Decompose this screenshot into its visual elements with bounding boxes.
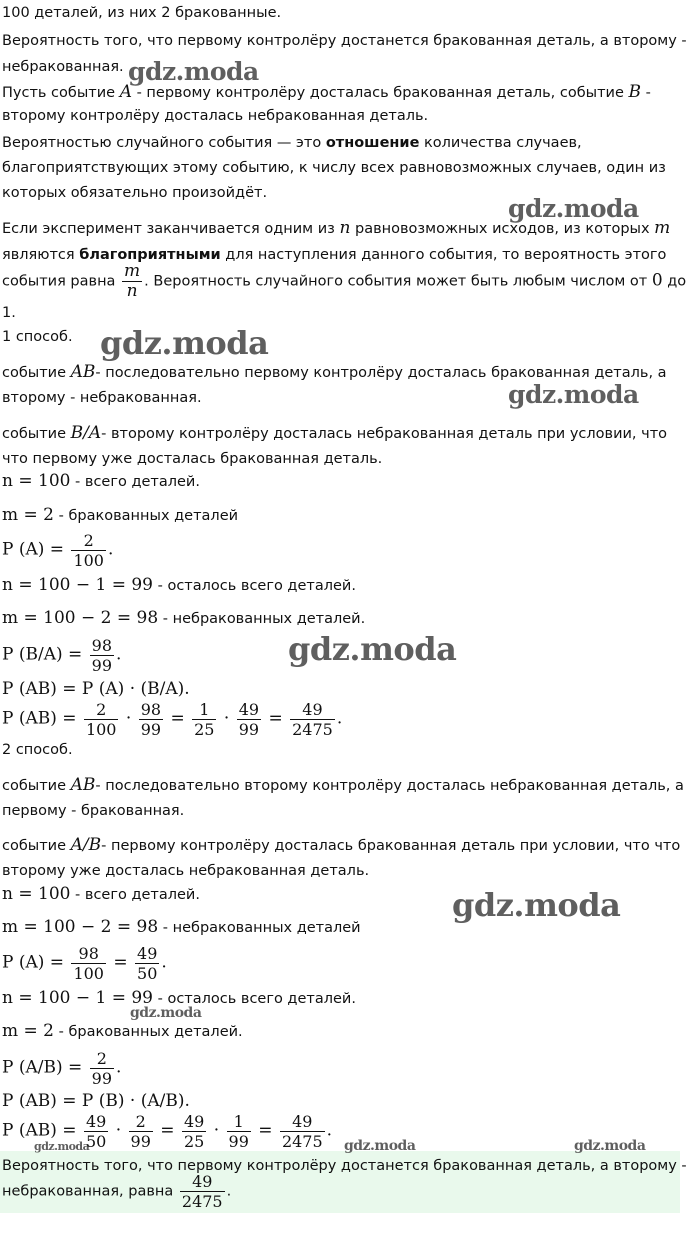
watermark: gdz.moda xyxy=(344,1138,416,1154)
formula-line: m = 100 − 2 = 98 - небракованных деталей. xyxy=(2,608,366,628)
event-definition: Пусть событие A - первому контролёру досталась бракованная деталь, событие B - xyxy=(2,82,651,102)
formula-line: n = 100 − 1 = 99 - осталось всего деталей. xyxy=(2,988,356,1008)
event-definition: второму контролёру досталась небракованная деталь. xyxy=(2,108,429,124)
definition-formula: события равна $\frac{m}{n}$ . Вероятность случайного события может быть любым числом от 0 до xyxy=(2,261,687,301)
formula-line: m = 2 - бракованных деталей xyxy=(2,505,239,525)
watermark: gdz.moda xyxy=(130,1005,202,1021)
formula-line: P (AB) = P (A) · (B/A). xyxy=(2,679,190,699)
watermark: gdz.moda xyxy=(574,1138,646,1154)
answer-text: небракованная, равна $\frac{49}{2475}$ . xyxy=(2,1172,232,1211)
definition-text: которых обязательно произойдёт. xyxy=(2,185,268,201)
watermark: gdz.moda xyxy=(288,630,457,668)
watermark: gdz.moda xyxy=(128,57,259,86)
definition-text: являются благоприятными для наступления данного события, то вероятность этого xyxy=(2,247,667,263)
watermark: gdz.moda xyxy=(34,1140,90,1153)
event-description: событие A/B- первому контролёру досталась бракованная деталь при условии, что что xyxy=(2,835,681,855)
event-description: второму - небракованная. xyxy=(2,390,202,406)
formula-line: m = 100 − 2 = 98 - небракованных деталей xyxy=(2,917,361,937)
watermark: gdz.moda xyxy=(100,324,269,362)
event-description: первому - бракованная. xyxy=(2,803,185,819)
formula-line: n = 100 − 1 = 99 - осталось всего деталей. xyxy=(2,575,356,595)
definition-text: Если эксперимент заканчивается одним из n равновозможных исходов, из которых m xyxy=(2,218,671,238)
method-title: 2 способ. xyxy=(2,742,73,758)
event-description: событие AB- последовательно второму контролёру досталась небракованная деталь, а xyxy=(2,775,684,795)
formula-line: P (AB) = $\frac{49}{50}$ · $\frac{2}{99}$ = $\frac{49}{25}$ · $\frac{1}{99}$ = $\frac{49}{2475}$ . xyxy=(2,1112,333,1151)
formula-line: P (A) = $\frac{2}{100}$ . xyxy=(2,531,114,570)
definition-text: 1. xyxy=(2,305,16,321)
fraction: $\frac{m}{n}$ xyxy=(124,261,141,301)
event-description: второму уже досталась небракованная деталь. xyxy=(2,863,370,879)
formula-line: P (AB) = $\frac{2}{100}$ · $\frac{98}{99}$ = $\frac{1}{25}$ · $\frac{49}{99}$ = $\frac{49}{2475}$ . xyxy=(2,700,343,739)
formula-line: P (A/B) = $\frac{2}{99}$ . xyxy=(2,1049,122,1088)
method-title: 1 способ. xyxy=(2,329,73,345)
event-description: событие AB- последовательно первому контролёру досталась бракованная деталь, а xyxy=(2,362,667,382)
definition-text: Вероятностью случайного события — это отношение количества случаев, xyxy=(2,135,582,151)
event-description: событие B/A- второму контролёру досталась небракованная деталь при условии, что xyxy=(2,423,668,443)
formula-line: n = 100 - всего деталей. xyxy=(2,884,200,904)
answer-text: Вероятность того, что первому контролёру достанется бракованная деталь, а второму - xyxy=(2,1158,687,1174)
formula-line: P (A) = $\frac{98}{100}$ = $\frac{49}{50}$ . xyxy=(2,944,167,983)
watermark: gdz.moda xyxy=(508,380,639,409)
formula-line: m = 2 - бракованных деталей. xyxy=(2,1021,243,1041)
watermark: gdz.moda xyxy=(508,194,639,223)
question-line: небракованная. xyxy=(2,59,124,75)
watermark: gdz.moda xyxy=(452,886,621,924)
definition-text: благоприятствующих этому событию, к числу всех равновозможных случаев, один из xyxy=(2,160,666,176)
formula-line: P (B/A) = $\frac{98}{99}$ . xyxy=(2,636,122,675)
event-description: что первому уже досталась бракованная деталь. xyxy=(2,451,383,467)
formula-line: n = 100 - всего деталей. xyxy=(2,471,200,491)
question-line: Вероятность того, что первому контролёру достанется бракованная деталь, а второму - xyxy=(2,33,687,49)
condition-line: 100 деталей, из них 2 бракованные. xyxy=(2,5,282,21)
formula-line: P (AB) = P (B) · (A/B). xyxy=(2,1091,190,1111)
